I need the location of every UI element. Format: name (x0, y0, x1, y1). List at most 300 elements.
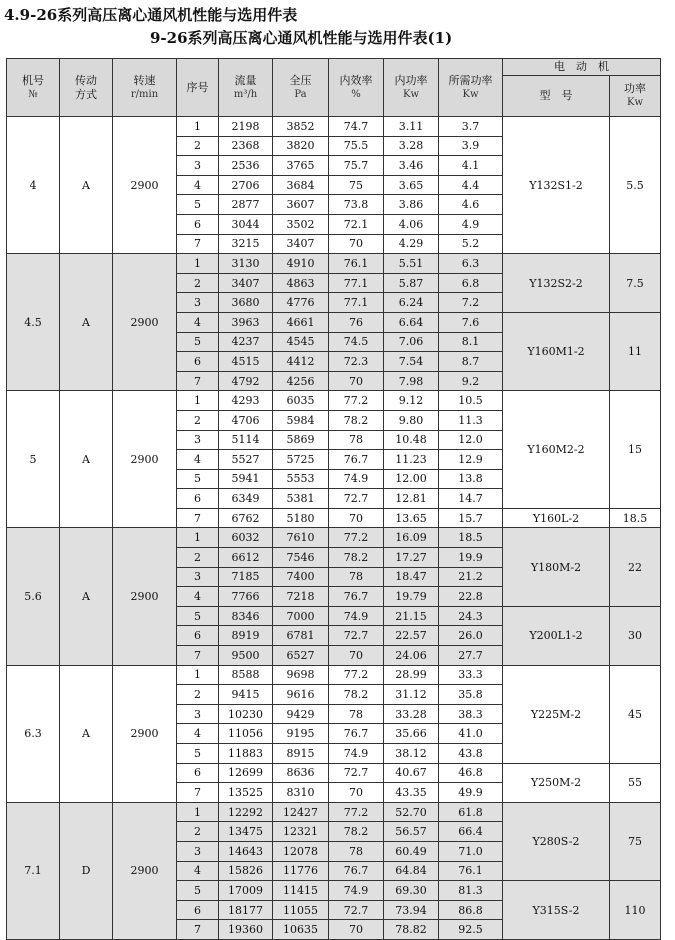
internal-power-cell: 19.79 (384, 587, 439, 607)
required-power-cell: 4.9 (439, 214, 503, 234)
efficiency-cell: 76.1 (329, 254, 384, 274)
pressure-cell: 10635 (273, 920, 329, 940)
seq-cell: 6 (177, 763, 219, 783)
internal-power-cell: 5.51 (384, 254, 439, 274)
required-power-cell: 81.3 (439, 881, 503, 901)
flow-cell: 4515 (219, 352, 273, 372)
pressure-cell: 5553 (273, 469, 329, 489)
flow-cell: 4792 (219, 371, 273, 391)
internal-power-cell: 33.28 (384, 704, 439, 724)
table-row (7, 665, 661, 685)
motor-model-cell: Y180M-2 (503, 528, 610, 606)
internal-power-cell: 35.66 (384, 724, 439, 744)
speed-cell: 2900 (113, 802, 177, 939)
internal-power-cell: 6.24 (384, 293, 439, 313)
header-speed: 转速 r/min (113, 59, 177, 117)
model-no-cell: 6.3 (7, 665, 60, 802)
internal-power-cell: 38.12 (384, 744, 439, 764)
model-no-cell: 4.5 (7, 254, 60, 391)
seq-cell: 3 (177, 430, 219, 450)
pressure-cell: 9195 (273, 724, 329, 744)
seq-cell: 6 (177, 900, 219, 920)
seq-cell: 2 (177, 822, 219, 842)
seq-cell: 5 (177, 332, 219, 352)
efficiency-cell: 77.2 (329, 665, 384, 685)
motor-power-cell: 5.5 (610, 117, 661, 254)
efficiency-cell: 74.9 (329, 881, 384, 901)
flow-cell: 13475 (219, 822, 273, 842)
required-power-cell: 6.3 (439, 254, 503, 274)
motor-model-cell: Y160M1-2 (503, 312, 610, 390)
seq-cell: 3 (177, 293, 219, 313)
internal-power-cell: 4.06 (384, 214, 439, 234)
efficiency-cell: 75.5 (329, 136, 384, 156)
required-power-cell: 86.8 (439, 900, 503, 920)
flow-cell: 7185 (219, 567, 273, 587)
required-power-cell: 22.8 (439, 587, 503, 607)
seq-cell: 2 (177, 410, 219, 430)
table-title: 9-26系列高压离心通风机性能与选用件表(1) (150, 29, 453, 47)
flow-cell: 5527 (219, 450, 273, 470)
seq-cell: 7 (177, 646, 219, 666)
pressure-cell: 4412 (273, 352, 329, 372)
motor-power-cell: 15 (610, 391, 661, 509)
internal-power-cell: 4.29 (384, 234, 439, 254)
pressure-cell: 3684 (273, 175, 329, 195)
efficiency-cell: 77.2 (329, 391, 384, 411)
flow-cell: 2368 (219, 136, 273, 156)
drive-cell: A (60, 254, 113, 391)
efficiency-cell: 74.9 (329, 744, 384, 764)
flow-cell: 8588 (219, 665, 273, 685)
pressure-cell: 4776 (273, 293, 329, 313)
internal-power-cell: 22.57 (384, 626, 439, 646)
required-power-cell: 9.2 (439, 371, 503, 391)
drive-cell: A (60, 528, 113, 665)
seq-cell: 1 (177, 117, 219, 137)
seq-cell: 4 (177, 312, 219, 332)
seq-cell: 2 (177, 685, 219, 705)
motor-model-cell: Y225M-2 (503, 665, 610, 763)
efficiency-cell: 70 (329, 783, 384, 803)
motor-power-cell: 45 (610, 665, 661, 763)
speed-cell: 2900 (113, 254, 177, 391)
motor-model-cell: Y132S2-2 (503, 254, 610, 313)
internal-power-cell: 64.84 (384, 861, 439, 881)
required-power-cell: 38.3 (439, 704, 503, 724)
required-power-cell: 71.0 (439, 841, 503, 861)
internal-power-cell: 17.27 (384, 548, 439, 568)
required-power-cell: 92.5 (439, 920, 503, 940)
seq-cell: 1 (177, 528, 219, 548)
flow-cell: 4706 (219, 410, 273, 430)
pressure-cell: 11415 (273, 881, 329, 901)
efficiency-cell: 73.8 (329, 195, 384, 215)
speed-cell: 2900 (113, 117, 177, 254)
header-motor: 电 动 机 (503, 59, 661, 76)
required-power-cell: 27.7 (439, 646, 503, 666)
motor-model-cell: Y132S1-2 (503, 117, 610, 254)
efficiency-cell: 74.9 (329, 606, 384, 626)
motor-model-cell: Y160L-2 (503, 508, 610, 528)
internal-power-cell: 5.87 (384, 273, 439, 293)
seq-cell: 1 (177, 665, 219, 685)
efficiency-cell: 76.7 (329, 861, 384, 881)
pressure-cell: 7400 (273, 567, 329, 587)
internal-power-cell: 3.11 (384, 117, 439, 137)
internal-power-cell: 9.12 (384, 391, 439, 411)
table-row (7, 117, 661, 137)
required-power-cell: 8.1 (439, 332, 503, 352)
motor-power-cell: 11 (610, 312, 661, 390)
internal-power-cell: 13.65 (384, 508, 439, 528)
motor-power-cell: 22 (610, 528, 661, 606)
flow-cell: 6032 (219, 528, 273, 548)
efficiency-cell: 70 (329, 371, 384, 391)
required-power-cell: 41.0 (439, 724, 503, 744)
table-row (7, 254, 661, 274)
seq-cell: 1 (177, 391, 219, 411)
seq-cell: 4 (177, 587, 219, 607)
pressure-cell: 3765 (273, 156, 329, 176)
drive-cell: A (60, 391, 113, 528)
performance-table (6, 58, 661, 940)
flow-cell: 4293 (219, 391, 273, 411)
pressure-cell: 11055 (273, 900, 329, 920)
pressure-cell: 5869 (273, 430, 329, 450)
efficiency-cell: 78.2 (329, 548, 384, 568)
seq-cell: 6 (177, 214, 219, 234)
required-power-cell: 7.2 (439, 293, 503, 313)
motor-power-cell: 18.5 (610, 508, 661, 528)
pressure-cell: 8915 (273, 744, 329, 764)
flow-cell: 3130 (219, 254, 273, 274)
pressure-cell: 4256 (273, 371, 329, 391)
required-power-cell: 43.8 (439, 744, 503, 764)
pressure-cell: 8310 (273, 783, 329, 803)
flow-cell: 6612 (219, 548, 273, 568)
efficiency-cell: 72.7 (329, 763, 384, 783)
efficiency-cell: 72.7 (329, 626, 384, 646)
flow-cell: 8919 (219, 626, 273, 646)
pressure-cell: 7610 (273, 528, 329, 548)
internal-power-cell: 11.23 (384, 450, 439, 470)
motor-model-cell: Y250M-2 (503, 763, 610, 802)
efficiency-cell: 78 (329, 567, 384, 587)
header-required-power: 所需功率 Kw (439, 59, 503, 117)
flow-cell: 19360 (219, 920, 273, 940)
model-no-cell: 5 (7, 391, 60, 528)
efficiency-cell: 78.2 (329, 685, 384, 705)
pressure-cell: 4661 (273, 312, 329, 332)
efficiency-cell: 77.2 (329, 528, 384, 548)
required-power-cell: 46.8 (439, 763, 503, 783)
pressure-cell: 3852 (273, 117, 329, 137)
seq-cell: 4 (177, 175, 219, 195)
model-no-cell: 4 (7, 117, 60, 254)
document-title: 4.9-26系列高压离心通风机性能与选用件表 (4, 6, 298, 24)
internal-power-cell: 7.06 (384, 332, 439, 352)
flow-cell: 15826 (219, 861, 273, 881)
efficiency-cell: 76.7 (329, 587, 384, 607)
pressure-cell: 3407 (273, 234, 329, 254)
seq-cell: 5 (177, 744, 219, 764)
required-power-cell: 49.9 (439, 783, 503, 803)
required-power-cell: 12.9 (439, 450, 503, 470)
internal-power-cell: 6.64 (384, 312, 439, 332)
required-power-cell: 26.0 (439, 626, 503, 646)
flow-cell: 14643 (219, 841, 273, 861)
internal-power-cell: 3.65 (384, 175, 439, 195)
pressure-cell: 7546 (273, 548, 329, 568)
required-power-cell: 66.4 (439, 822, 503, 842)
required-power-cell: 13.8 (439, 469, 503, 489)
required-power-cell: 19.9 (439, 548, 503, 568)
flow-cell: 8346 (219, 606, 273, 626)
efficiency-cell: 70 (329, 920, 384, 940)
required-power-cell: 61.8 (439, 802, 503, 822)
required-power-cell: 8.7 (439, 352, 503, 372)
seq-cell: 3 (177, 704, 219, 724)
flow-cell: 4237 (219, 332, 273, 352)
pressure-cell: 7000 (273, 606, 329, 626)
flow-cell: 5941 (219, 469, 273, 489)
pressure-cell: 12078 (273, 841, 329, 861)
pressure-cell: 5180 (273, 508, 329, 528)
seq-cell: 6 (177, 626, 219, 646)
efficiency-cell: 78.2 (329, 410, 384, 430)
seq-cell: 1 (177, 802, 219, 822)
speed-cell: 2900 (113, 665, 177, 802)
pressure-cell: 12321 (273, 822, 329, 842)
internal-power-cell: 21.15 (384, 606, 439, 626)
efficiency-cell: 74.7 (329, 117, 384, 137)
pressure-cell: 6781 (273, 626, 329, 646)
pressure-cell: 5984 (273, 410, 329, 430)
flow-cell: 17009 (219, 881, 273, 901)
flow-cell: 3044 (219, 214, 273, 234)
flow-cell: 2536 (219, 156, 273, 176)
seq-cell: 1 (177, 254, 219, 274)
table-row (7, 528, 661, 548)
seq-cell: 7 (177, 508, 219, 528)
required-power-cell: 24.3 (439, 606, 503, 626)
motor-power-cell: 7.5 (610, 254, 661, 313)
efficiency-cell: 77.1 (329, 273, 384, 293)
internal-power-cell: 52.70 (384, 802, 439, 822)
flow-cell: 3215 (219, 234, 273, 254)
flow-cell: 3680 (219, 293, 273, 313)
internal-power-cell: 24.06 (384, 646, 439, 666)
efficiency-cell: 76 (329, 312, 384, 332)
internal-power-cell: 3.28 (384, 136, 439, 156)
efficiency-cell: 77.2 (329, 802, 384, 822)
pressure-cell: 3607 (273, 195, 329, 215)
pressure-cell: 4910 (273, 254, 329, 274)
header-drive: 传动 方式 (60, 59, 113, 117)
internal-power-cell: 7.98 (384, 371, 439, 391)
flow-cell: 2198 (219, 117, 273, 137)
motor-power-cell: 30 (610, 606, 661, 665)
motor-model-cell: Y200L1-2 (503, 606, 610, 665)
efficiency-cell: 78 (329, 841, 384, 861)
pressure-cell: 7218 (273, 587, 329, 607)
internal-power-cell: 9.80 (384, 410, 439, 430)
seq-cell: 3 (177, 567, 219, 587)
pressure-cell: 9698 (273, 665, 329, 685)
seq-cell: 3 (177, 841, 219, 861)
motor-power-cell: 75 (610, 802, 661, 880)
efficiency-cell: 72.1 (329, 214, 384, 234)
flow-cell: 12292 (219, 802, 273, 822)
pressure-cell: 4545 (273, 332, 329, 352)
required-power-cell: 4.4 (439, 175, 503, 195)
efficiency-cell: 78 (329, 430, 384, 450)
efficiency-cell: 72.7 (329, 489, 384, 509)
pressure-cell: 12427 (273, 802, 329, 822)
internal-power-cell: 60.49 (384, 841, 439, 861)
drive-cell: A (60, 117, 113, 254)
pressure-cell: 5725 (273, 450, 329, 470)
motor-model-cell: Y315S-2 (503, 881, 610, 940)
efficiency-cell: 72.3 (329, 352, 384, 372)
internal-power-cell: 78.82 (384, 920, 439, 940)
flow-cell: 3407 (219, 273, 273, 293)
efficiency-cell: 70 (329, 646, 384, 666)
flow-cell: 9415 (219, 685, 273, 705)
pressure-cell: 11776 (273, 861, 329, 881)
seq-cell: 2 (177, 548, 219, 568)
efficiency-cell: 74.9 (329, 469, 384, 489)
seq-cell: 4 (177, 450, 219, 470)
drive-cell: D (60, 802, 113, 939)
header-internal-power: 内功率 Kw (384, 59, 439, 117)
flow-cell: 9500 (219, 646, 273, 666)
pressure-cell: 3820 (273, 136, 329, 156)
header-efficiency: 内效率 % (329, 59, 384, 117)
efficiency-cell: 77.1 (329, 293, 384, 313)
efficiency-cell: 70 (329, 508, 384, 528)
efficiency-cell: 74.5 (329, 332, 384, 352)
seq-cell: 5 (177, 469, 219, 489)
seq-cell: 3 (177, 156, 219, 176)
required-power-cell: 14.7 (439, 489, 503, 509)
required-power-cell: 4.1 (439, 156, 503, 176)
required-power-cell: 21.2 (439, 567, 503, 587)
internal-power-cell: 56.57 (384, 822, 439, 842)
seq-cell: 7 (177, 234, 219, 254)
required-power-cell: 7.6 (439, 312, 503, 332)
header-motor-power: 功率 Kw (610, 76, 661, 117)
required-power-cell: 33.3 (439, 665, 503, 685)
flow-cell: 2706 (219, 175, 273, 195)
internal-power-cell: 43.35 (384, 783, 439, 803)
efficiency-cell: 78 (329, 704, 384, 724)
required-power-cell: 35.8 (439, 685, 503, 705)
header-model-no: 机号 № (7, 59, 60, 117)
speed-cell: 2900 (113, 528, 177, 665)
seq-cell: 4 (177, 724, 219, 744)
pressure-cell: 3502 (273, 214, 329, 234)
flow-cell: 13525 (219, 783, 273, 803)
efficiency-cell: 70 (329, 234, 384, 254)
internal-power-cell: 7.54 (384, 352, 439, 372)
seq-cell: 5 (177, 606, 219, 626)
seq-cell: 5 (177, 195, 219, 215)
internal-power-cell: 16.09 (384, 528, 439, 548)
internal-power-cell: 3.46 (384, 156, 439, 176)
flow-cell: 11056 (219, 724, 273, 744)
internal-power-cell: 3.86 (384, 195, 439, 215)
required-power-cell: 3.7 (439, 117, 503, 137)
internal-power-cell: 12.00 (384, 469, 439, 489)
seq-cell: 7 (177, 783, 219, 803)
required-power-cell: 5.2 (439, 234, 503, 254)
efficiency-cell: 76.7 (329, 450, 384, 470)
required-power-cell: 6.8 (439, 273, 503, 293)
model-no-cell: 5.6 (7, 528, 60, 665)
efficiency-cell: 75.7 (329, 156, 384, 176)
flow-cell: 18177 (219, 900, 273, 920)
pressure-cell: 6527 (273, 646, 329, 666)
speed-cell: 2900 (113, 391, 177, 528)
required-power-cell: 12.0 (439, 430, 503, 450)
pressure-cell: 8636 (273, 763, 329, 783)
motor-model-cell: Y280S-2 (503, 802, 610, 880)
seq-cell: 2 (177, 136, 219, 156)
table-body (7, 117, 661, 940)
seq-cell: 7 (177, 371, 219, 391)
required-power-cell: 10.5 (439, 391, 503, 411)
pressure-cell: 9429 (273, 704, 329, 724)
internal-power-cell: 12.81 (384, 489, 439, 509)
internal-power-cell: 31.12 (384, 685, 439, 705)
seq-cell: 6 (177, 352, 219, 372)
internal-power-cell: 28.99 (384, 665, 439, 685)
flow-cell: 3963 (219, 312, 273, 332)
efficiency-cell: 76.7 (329, 724, 384, 744)
flow-cell: 7766 (219, 587, 273, 607)
efficiency-cell: 75 (329, 175, 384, 195)
internal-power-cell: 69.30 (384, 881, 439, 901)
header-pressure: 全压 Pa (273, 59, 329, 117)
internal-power-cell: 73.94 (384, 900, 439, 920)
flow-cell: 6349 (219, 489, 273, 509)
required-power-cell: 3.9 (439, 136, 503, 156)
seq-cell: 5 (177, 881, 219, 901)
seq-cell: 2 (177, 273, 219, 293)
internal-power-cell: 40.67 (384, 763, 439, 783)
seq-cell: 7 (177, 920, 219, 940)
flow-cell: 5114 (219, 430, 273, 450)
required-power-cell: 18.5 (439, 528, 503, 548)
motor-power-cell: 55 (610, 763, 661, 802)
internal-power-cell: 10.48 (384, 430, 439, 450)
table-row (7, 802, 661, 822)
internal-power-cell: 18.47 (384, 567, 439, 587)
flow-cell: 11883 (219, 744, 273, 764)
efficiency-cell: 78.2 (329, 822, 384, 842)
flow-cell: 12699 (219, 763, 273, 783)
header-seq: 序号 (177, 59, 219, 117)
required-power-cell: 11.3 (439, 410, 503, 430)
model-no-cell: 7.1 (7, 802, 60, 939)
table-row (7, 391, 661, 411)
pressure-cell: 9616 (273, 685, 329, 705)
efficiency-cell: 72.7 (329, 900, 384, 920)
pressure-cell: 6035 (273, 391, 329, 411)
required-power-cell: 15.7 (439, 508, 503, 528)
